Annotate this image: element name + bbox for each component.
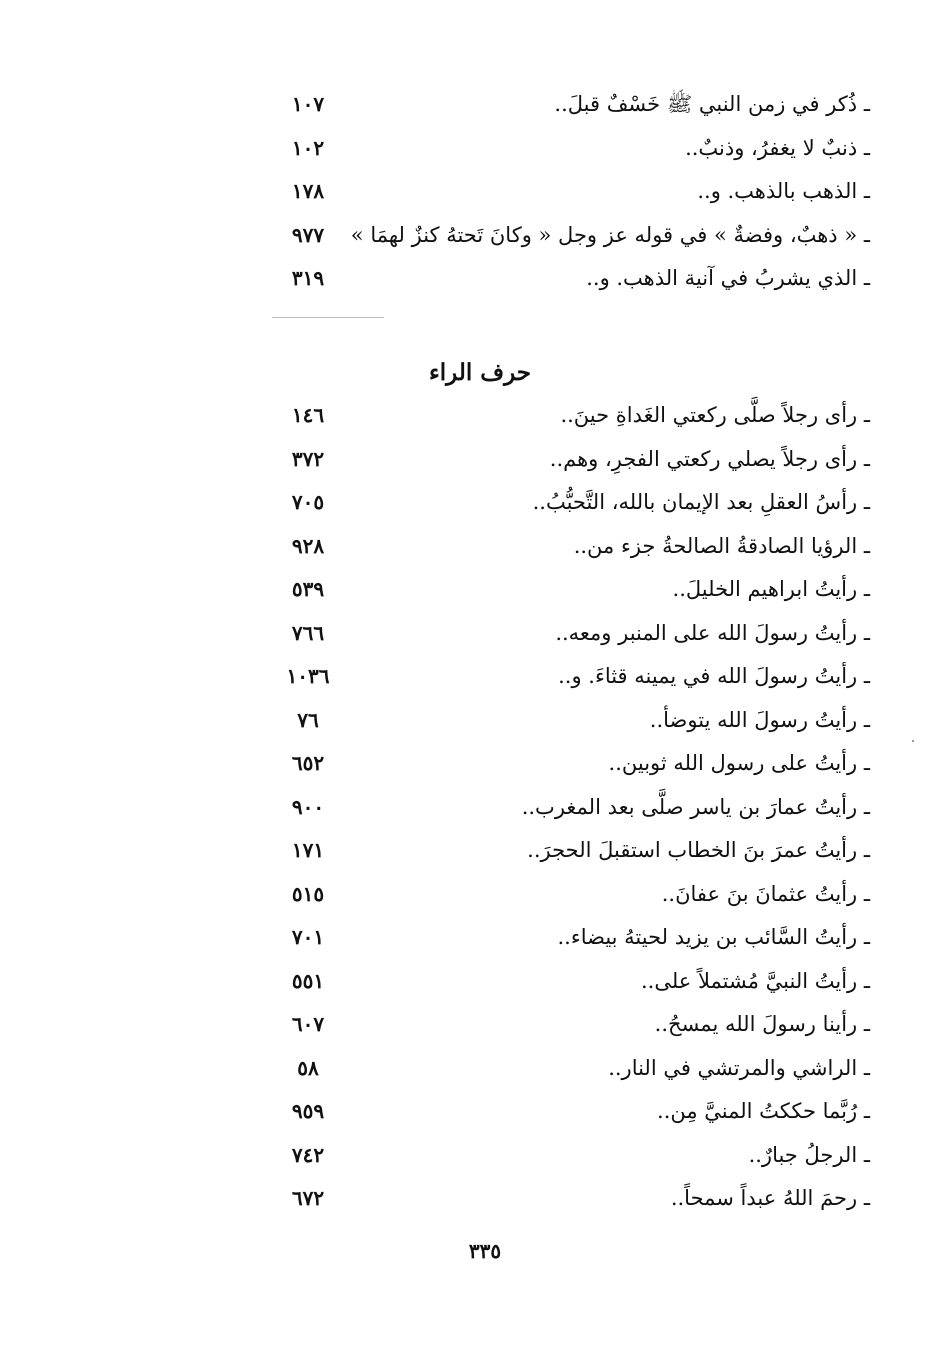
entry-number: ٧٠١ <box>291 925 325 949</box>
list-item <box>270 747 870 791</box>
list-item <box>270 219 870 263</box>
list-item <box>270 486 870 530</box>
entry-text: ـ رأينا رسولَ الله يمسحُ.. <box>654 1012 870 1036</box>
entry-text: ـ رأيتُ النبيَّ مُشتملاً على.. <box>640 968 870 993</box>
entry-number: ١٧٨ <box>291 179 325 203</box>
entry-number: ١٠٣٦ <box>286 664 330 688</box>
entry-number: ٦٥٢ <box>291 751 325 775</box>
entry-number: ٥٨ <box>297 1055 319 1080</box>
entry-text: ـ الرجلُ جبارٌ.. <box>748 1142 870 1167</box>
list-item <box>270 1052 870 1096</box>
entry-text: ـ الرؤيا الصادقةُ الصالحةُ جزء من.. <box>573 533 870 558</box>
entry-text: ـ رأيتُ السَّائب بن يزيد لحيتهُ بيضاء.. <box>557 925 870 949</box>
entry-number: ٥٥١ <box>291 968 325 993</box>
entry-number: ٣٧٢ <box>291 446 325 471</box>
entry-text: ـ رأى رجلاً صلَّى ركعتي الغَداةِ حينَ.. <box>560 403 870 427</box>
list-item <box>270 965 870 1009</box>
list-item <box>270 573 870 617</box>
list-item <box>270 1139 870 1183</box>
list-item <box>270 132 870 176</box>
entry-text: ـ رُبَّما حككتُ المنيَّ مِن.. <box>657 1099 870 1123</box>
entry-number: ١٤٦ <box>291 403 325 427</box>
entry-number: ٥١٥ <box>291 881 325 906</box>
entry-number: ٦٠٧ <box>291 1012 325 1036</box>
entry-number: ١٠٧ <box>291 92 325 116</box>
list-item <box>270 530 870 574</box>
entry-text: ـ رأيتُ ابراهيم الخليلَ.. <box>672 577 870 601</box>
entry-text: ـ الذي يشربُ في آنية الذهب. و.. <box>586 266 870 290</box>
entry-text: ـ رأيتُ عثمانَ بنَ عفانَ.. <box>661 881 870 906</box>
entry-number: ٧٠٥ <box>291 490 325 514</box>
entry-text: ـ رأيتُ رسولَ الله يتوضأ.. <box>649 707 870 732</box>
entry-text: ـ رأسُ العقلِ بعد الإيمان بالله، التَّحبُّبُ.. <box>532 490 870 514</box>
entry-number: ٦٧٢ <box>291 1186 325 1210</box>
entry-text: ـ « ذهبٌ، وفضةٌ » في قوله عز وجل « وكانَ تَحتهُ كنزٌ لهمَا » <box>350 222 870 247</box>
entry-number: ٩٥٩ <box>291 1099 325 1123</box>
entry-number: ٩٠٠ <box>291 794 325 819</box>
entry-number: ٧٤٢ <box>291 1142 325 1167</box>
entry-text: ـ رأى رجلاً يصلي ركعتي الفجرِ، وهم.. <box>549 446 870 471</box>
entry-text: ـ ذُكر في زمن النبي ﷺ خَسْفٌ قبلَ.. <box>554 92 870 116</box>
section-heading: حرف الراء <box>428 359 532 386</box>
entry-text: ـ رأيتُ عمرَ بنَ الخطاب استقبلَ الحجرَ.. <box>527 838 870 862</box>
list-item <box>270 88 870 132</box>
entry-number: ٩٢٨ <box>291 533 325 558</box>
dhal-entries-list <box>270 88 870 306</box>
entry-text: ـ الراشي والمرتشي في النار.. <box>608 1055 870 1080</box>
list-item <box>270 704 870 748</box>
entry-number: ٥٣٩ <box>291 577 325 601</box>
entry-text: ـ رأيتُ عمارَ بن ياسر صلَّى بعد المغرب.. <box>521 794 870 819</box>
entry-text: ـ الذهب بالذهب. و.. <box>697 179 870 203</box>
ra-entries-list <box>270 399 870 1226</box>
entry-number: ٧٦ <box>297 707 319 732</box>
entry-text: ـ رأيتُ رسولَ الله في يمينه قثاءَ. و.. <box>558 664 870 688</box>
list-item <box>270 175 870 219</box>
entry-number: ٣١٩ <box>291 266 325 290</box>
page-number: ٣٣٥ <box>468 1239 502 1263</box>
list-item <box>270 878 870 922</box>
entry-text: ـ ذنبٌ لا يغفرُ، وذنبٌ.. <box>685 135 870 160</box>
list-item <box>270 1095 870 1139</box>
divider-line <box>272 317 384 318</box>
entry-number: ٩٧٧ <box>291 222 325 247</box>
entry-text: ـ رأيتُ على رسول الله ثوبين.. <box>608 751 870 775</box>
entry-number: ٧٦٦ <box>291 620 325 645</box>
list-item <box>270 617 870 661</box>
entry-text: ـ رأيتُ رسولَ الله على المنبر ومعه.. <box>555 620 870 645</box>
entry-number: ١٠٢ <box>291 135 325 160</box>
list-item <box>270 834 870 878</box>
scan-speck <box>912 740 914 742</box>
list-item <box>270 921 870 965</box>
entry-text: ـ رحمَ اللهُ عبداً سمحاً.. <box>670 1186 870 1210</box>
list-item <box>270 791 870 835</box>
list-item <box>270 399 870 443</box>
list-item <box>270 1182 870 1226</box>
list-item <box>270 443 870 487</box>
list-item <box>270 262 870 306</box>
entry-number: ١٧١ <box>291 838 325 862</box>
list-item <box>270 1008 870 1052</box>
list-item <box>270 660 870 704</box>
